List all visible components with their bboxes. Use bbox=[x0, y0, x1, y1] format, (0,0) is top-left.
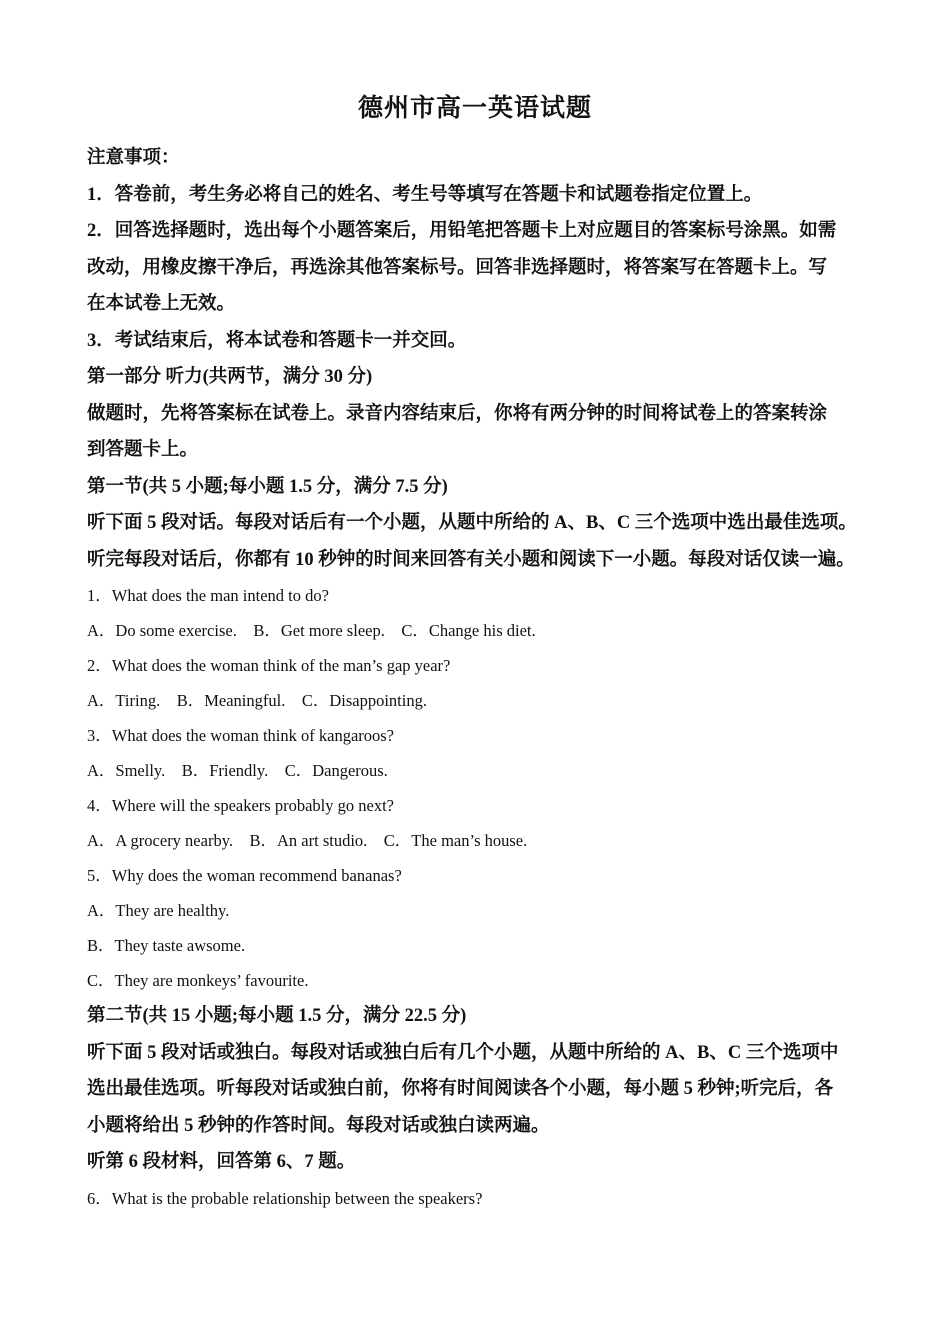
section2-instruction-line-1: 听下面 5 段对话或独白。每段对话或独白后有几个小题，从题中所给的 A、B、C 三个选项中 bbox=[87, 1042, 839, 1063]
notice-item-3: 3．考试结束后，将本试卷和答题卡一并交回。 bbox=[87, 330, 467, 351]
part1-instruction-line-1: 做题时，先将答案标在试卷上。录音内容结束后，你将有两分钟的时间将试卷上的答案转涂 bbox=[87, 403, 828, 424]
part1-heading: 第一部分 听力(共两节，满分 30 分) bbox=[87, 367, 373, 387]
part1-instruction-line-2: 到答题卡上。 bbox=[87, 440, 199, 460]
notice-item-2-line-2: 改动，用橡皮擦干净后，再选涂其他答案标号。回答非选择题时，将答案写在答题卡上。写 bbox=[87, 257, 828, 278]
exam-body bbox=[87, 140, 890, 1216]
section2-instruction-line-3: 小题将给出 5 秒钟的作答时间。每段对话或独白读两遍。 bbox=[87, 1115, 550, 1136]
section1-instruction-line-1: 听下面 5 段对话。每段对话后有一个小题，从题中所给的 A、B、C 三个选项中选出最佳选项。 bbox=[87, 513, 857, 533]
question-1: 1．What does the man intend to do? bbox=[87, 586, 329, 605]
section1-heading: 第一节(共 5 小题;每小题 1.5 分，满分 7.5 分) bbox=[87, 476, 448, 497]
question-2-options: A．Tiring. B．Meaningful. C．Disappointing. bbox=[87, 691, 427, 710]
question-5-option-c: C．They are monkeys’ favourite. bbox=[87, 971, 309, 990]
question-3-options: A．Smelly. B．Friendly. C．Dangerous. bbox=[87, 761, 388, 780]
exam-title: 德州市高一英语试题 bbox=[357, 95, 592, 122]
material-6-heading: 听第 6 段材料，回答第 6、7 题。 bbox=[87, 1152, 356, 1172]
notice-heading: 注意事项： bbox=[87, 148, 180, 168]
question-6: 6．What is the probable relationship between the speakers? bbox=[87, 1188, 483, 1208]
section2-instruction-line-2: 选出最佳选项。听每段对话或独白前，你将有时间阅读各个小题，每小题 5 秒钟;听完后，各 bbox=[87, 1079, 834, 1099]
question-1-options: A．Do some exercise. B．Get more sleep. C．Change his diet. bbox=[87, 621, 536, 640]
notice-item-2-line-3: 在本试卷上无效。 bbox=[87, 294, 236, 314]
question-5-option-a: A．They are healthy. bbox=[87, 901, 230, 920]
section2-heading: 第二节(共 15 小题;每小题 1.5 分，满分 22.5 分) bbox=[87, 1006, 467, 1026]
question-4: 4．Where will the speakers probably go next? bbox=[87, 796, 394, 815]
notice-item-2-line-1: 2．回答选择题时，选出每个小题答案后，用铅笔把答题卡上对应题目的答案标号涂黑。如需 bbox=[87, 221, 837, 241]
question-3: 3．What does the woman think of kangaroos? bbox=[87, 726, 395, 745]
question-2: 2．What does the woman think of the man’s gap year? bbox=[87, 656, 451, 675]
question-5-option-b: B．They taste awsome. bbox=[87, 936, 246, 955]
question-5: 5．Why does the woman recommend bananas? bbox=[87, 866, 402, 885]
question-4-options: A．A grocery nearby. B．An art studio. C．The man’s house. bbox=[87, 831, 528, 850]
section1-instruction-line-2: 听完每段对话后，你都有 10 秒钟的时间来回答有关小题和阅读下一小题。每段对话仅读一遍。 bbox=[87, 549, 855, 570]
notice-item-1: 1．答卷前，考生务必将自己的姓名、考生号等填写在答题卡和试题卷指定位置上。 bbox=[87, 184, 763, 205]
